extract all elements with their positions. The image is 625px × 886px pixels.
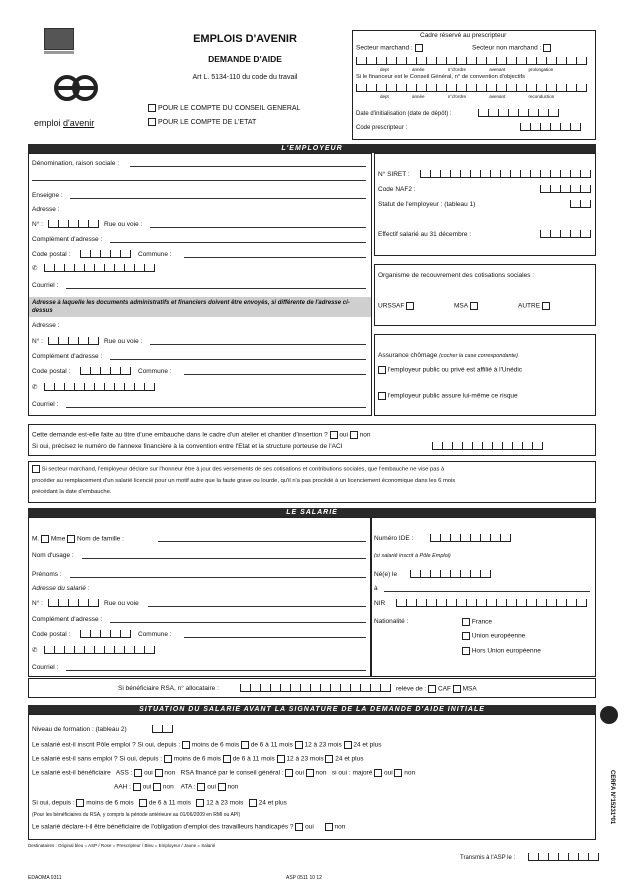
- rue-salarie-label: Rue ou voie: [104, 600, 139, 607]
- emplois-avenir-logo-icon: [53, 66, 99, 110]
- assurance-label: Assurance chômage (cocher la case correspondante): [378, 352, 518, 359]
- salarie-section-bar: LE SALARIÉ: [28, 508, 596, 517]
- rsa-cells[interactable]: [240, 684, 391, 692]
- num-label: N° :: [32, 221, 43, 228]
- naf-cells[interactable]: [540, 185, 591, 193]
- assurance-option-1[interactable]: l'employeur public ou privé est affilié à l'Unédic: [378, 366, 522, 375]
- sub-labels-row1: dept année n°d'ordre avenant prolongation: [380, 67, 554, 72]
- logo-text-avenir: d'avenir: [63, 118, 95, 128]
- checkbox-caf[interactable]: [428, 685, 436, 693]
- denomination-line[interactable]: [130, 166, 366, 167]
- checkbox-aah-non[interactable]: [153, 783, 161, 791]
- rue-salarie-line[interactable]: [148, 606, 366, 607]
- complement-salarie-label: Complément d'adresse :: [32, 616, 103, 623]
- tel-salarie-icon: ✆: [32, 647, 38, 654]
- checkbox-rsa-non[interactable]: [306, 769, 314, 777]
- form-subtitle: DEMANDE D'AIDE: [208, 54, 282, 64]
- checkbox-conseil-general[interactable]: [148, 104, 156, 112]
- checkbox-assurance-unedic[interactable]: [378, 366, 386, 374]
- aci-box: [28, 424, 596, 456]
- checkbox-assurance-self[interactable]: [378, 392, 386, 400]
- depuis-row: Si oui, depuis : moins de 6 mois de 6 à 11 mois 12 à 23 mois 24 et plus: [32, 799, 287, 807]
- ide-label: Numéro IDE :: [374, 535, 414, 542]
- transmis-cells[interactable]: [528, 853, 599, 861]
- checkbox-aah-oui[interactable]: [133, 783, 141, 791]
- rsa-label: Si bénéficiaire RSA, n° allocataire :: [118, 685, 219, 692]
- reserved-title: Cadre réservé au prescripteur: [420, 32, 507, 39]
- commune-line[interactable]: [184, 257, 366, 258]
- nom-usage-label: Nom d'usage :: [32, 552, 74, 559]
- code-prescripteur-cells[interactable]: [520, 123, 581, 131]
- ne-le-cells[interactable]: [410, 570, 491, 578]
- declaration-line-2: procéder au remplacement d'un salarié licencié pour un motif autre que la faute grave ou lourde, qu'il n'a pas procédé à un licenciement économique dans les 6 mois: [32, 478, 456, 484]
- naf-label: Code NAF2 :: [378, 186, 416, 193]
- denomination-label: Dénomination, raison sociale :: [32, 160, 120, 167]
- rsa-releve-row: relève de : CAF MSA: [396, 685, 477, 693]
- transmis-label: Transmis à l'ASP le :: [460, 855, 516, 861]
- convention-number-cells[interactable]: [356, 57, 587, 65]
- adresse-docs-label: Adresse à laquelle les documents administratifs et financiers doivent être envoyés, si différente de l'adresse ci-dessus: [32, 300, 350, 314]
- sub-labels-row2: dept année n°d'ordre avenant reconduction: [380, 94, 555, 99]
- checkbox-secteur-marchand[interactable]: [415, 44, 423, 52]
- nationalite-label: Nationalité :: [374, 618, 409, 625]
- checkbox-rsa-oui[interactable]: [285, 769, 293, 777]
- checkbox-secteur-non-marchand[interactable]: [543, 44, 551, 52]
- nir-cells[interactable]: [396, 599, 587, 607]
- ministry-logo-caption: [44, 51, 74, 54]
- prenoms-label: Prénoms :: [32, 571, 62, 578]
- nom-famille-line[interactable]: [158, 541, 366, 542]
- checkbox-pole-3[interactable]: [295, 741, 303, 749]
- checkbox-ass-oui[interactable]: [134, 769, 142, 777]
- checkbox-nat-france[interactable]: [462, 618, 470, 626]
- courriel2-line[interactable]: [66, 407, 366, 408]
- courriel-line[interactable]: [66, 288, 366, 289]
- ne-le-label: Né(e) le: [374, 571, 398, 578]
- financeur-label: Si le financeur est le Conseil Général, n° de convention d'objectifs: [356, 74, 526, 80]
- checkbox-depuis-1[interactable]: [76, 799, 84, 807]
- asp-ref: ASP 0511 10 12: [286, 875, 322, 881]
- checkbox-declaration[interactable]: [32, 465, 40, 473]
- checkbox-mme[interactable]: [67, 535, 75, 543]
- checkbox-aci-oui[interactable]: [330, 431, 338, 439]
- checkbox-autre[interactable]: [542, 302, 550, 310]
- tel-salarie-cells[interactable]: [44, 646, 155, 654]
- adresse-label: Adresse :: [32, 206, 60, 213]
- num2-cells[interactable]: [48, 337, 99, 345]
- commune2-line[interactable]: [184, 374, 366, 375]
- checkbox-m[interactable]: [41, 535, 49, 543]
- checkbox-depuis-3[interactable]: [196, 799, 204, 807]
- rue2-line[interactable]: [150, 344, 366, 345]
- checkbox-sans-2[interactable]: [223, 755, 231, 763]
- checkbox-sans-3[interactable]: [277, 755, 285, 763]
- handicap-row: Le salarié déclare-t-il être bénéficiaire de l'obligation d'emploi des travailleurs handicapés ? oui non: [32, 823, 346, 831]
- form-title: EMPLOIS D'AVENIR: [193, 33, 297, 45]
- tel-cells[interactable]: [44, 264, 155, 272]
- checkbox-nat-hors-ue[interactable]: [462, 647, 470, 655]
- destinataires-note: Destinataires : Original bleu = ASP / Rose = Prescripteur / Bleu = Employeur / Jaune = Salarié: [28, 843, 216, 848]
- niveau-cells[interactable]: [152, 725, 173, 733]
- code-postal-label: Code postal :: [32, 251, 71, 258]
- secteur-non-marchand-label: Secteur non marchand :: [472, 44, 551, 53]
- date-init-label: Date d'initialisation (date de dépôt) :: [356, 111, 452, 117]
- courriel-label: Courriel :: [32, 282, 59, 289]
- siret-cells[interactable]: [420, 170, 591, 178]
- checkbox-sans-4[interactable]: [325, 755, 333, 763]
- checkbox-etat[interactable]: [148, 118, 156, 126]
- commune-salarie-line[interactable]: [184, 637, 366, 638]
- autre-option[interactable]: AUTRE: [518, 302, 550, 311]
- checkbox-depuis-2[interactable]: [139, 799, 147, 807]
- secteur-marchand-label: Secteur marchand :: [356, 44, 423, 53]
- employeur-left-box: [28, 153, 372, 416]
- checkbox-handicap-oui[interactable]: [295, 823, 303, 831]
- niveau-label: Niveau de formation : (tableau 2): [32, 726, 127, 733]
- logo-text-emploi: emploi: [34, 118, 61, 128]
- nom-usage-line[interactable]: [82, 558, 366, 559]
- rsa-note: (Pour les bénéficiaires du RSA, y compris la période antérieure au 01/06/2009 en RMI ou API): [32, 812, 241, 818]
- checkbox-rsa-msa[interactable]: [453, 685, 461, 693]
- num-salarie-cells[interactable]: [48, 599, 99, 607]
- employeur-right-box-3: [374, 334, 596, 416]
- aci-question: Cette demande est-elle faite au titre d'une embauche dans le cadre d'un atelier et chantier d'insertion ? oui non: [32, 431, 371, 439]
- checkbox-nat-ue[interactable]: [462, 632, 470, 640]
- check-etat-label: POUR LE COMPTE DE L'ETAT: [157, 118, 257, 126]
- organisme-label: Organisme de recouvrement des cotisations sociales :: [378, 272, 535, 279]
- enseigne-line[interactable]: [70, 198, 366, 199]
- num-salarie-label: N° :: [32, 600, 43, 607]
- ide-note: (si salarié inscrit à Pôle Emploi): [374, 553, 451, 559]
- sans-emploi-row: Le salarié est-il sans emploi ? Si oui, depuis : moins de 6 mois de 6 à 11 mois 12 à 23 mois 24 et plus: [32, 755, 364, 763]
- check-conseil-general[interactable]: [148, 104, 300, 113]
- cerfa-logo: [600, 706, 618, 724]
- siret-label: N° SIRET :: [378, 171, 410, 178]
- prenoms-line[interactable]: [70, 577, 366, 578]
- cp-salarie-cells[interactable]: [80, 630, 131, 638]
- checkbox-pole-4[interactable]: [344, 741, 352, 749]
- aci-annexe-cells[interactable]: [432, 442, 543, 450]
- tel2-cells[interactable]: [44, 383, 155, 391]
- checkbox-pole-2[interactable]: [241, 741, 249, 749]
- cerfa-number: CERFA N°15231*01: [609, 770, 615, 825]
- enseigne-label: Enseigne :: [32, 192, 63, 199]
- commune-salarie-label: Commune :: [138, 631, 172, 638]
- complement-line[interactable]: [110, 242, 366, 243]
- checkbox-ata-oui[interactable]: [197, 783, 205, 791]
- pole-emploi-row: Le salarié est-il inscrit Pôle emploi ? Si oui, depuis : moins de 6 mois de 6 à 11 mois 12 à 23 mois 24 et plus: [32, 741, 382, 749]
- lieu-naissance-label: à: [374, 585, 378, 592]
- complement-salarie-line[interactable]: [110, 622, 366, 623]
- form-id: EDAOMA 0311: [28, 875, 62, 881]
- code-postal-cells[interactable]: [80, 250, 131, 258]
- adresse-salarie-label: Adresse du salarié :: [32, 585, 90, 592]
- cp-salarie-label: Code postal :: [32, 631, 71, 638]
- effectif-label: Effectif salarié au 31 décembre :: [378, 231, 472, 238]
- ministry-logo: [44, 28, 74, 50]
- denomination-line-2[interactable]: [32, 180, 366, 181]
- civilite-row: M. Mme Nom de famille :: [32, 535, 124, 543]
- checkbox-msa[interactable]: [470, 302, 478, 310]
- effectif-cells[interactable]: [540, 230, 591, 238]
- objectifs-number-cells[interactable]: [356, 84, 587, 92]
- nat-france-option[interactable]: France: [462, 618, 492, 627]
- adresse2-label: Adresse :: [32, 322, 60, 329]
- checkbox-ata-non[interactable]: [218, 783, 226, 791]
- courriel-salarie-line[interactable]: [66, 670, 366, 671]
- checkbox-ass-non[interactable]: [155, 769, 163, 777]
- date-init-cells[interactable]: [478, 109, 559, 117]
- code-postal2-label: Code postal :: [32, 368, 71, 375]
- nat-hors-ue-option[interactable]: Hors Union européenne: [462, 647, 541, 656]
- employeur-section-bar: L'EMPLOYEUR: [28, 144, 596, 153]
- urssaf-option[interactable]: URSSAF: [378, 302, 414, 311]
- lieu-naissance-line[interactable]: [384, 591, 590, 592]
- checkbox-aci-non[interactable]: [350, 431, 358, 439]
- courriel2-label: Courriel :: [32, 401, 59, 408]
- checkbox-urssaf[interactable]: [406, 302, 414, 310]
- courriel-salarie-label: Courriel :: [32, 664, 59, 671]
- nir-label: NIR: [374, 600, 386, 607]
- aah-ata-row: AAH : oui non ATA : oui non: [114, 783, 239, 791]
- checkbox-majore-oui[interactable]: [374, 769, 382, 777]
- msa-option[interactable]: MSA: [454, 302, 478, 311]
- beneficiaire-row: Le salarié est-il bénéficiaire ASS : oui non RSA financé par le conseil général : oui non si oui : majoré oui non: [32, 769, 416, 777]
- complement2-label: Complément d'adresse :: [32, 353, 103, 360]
- tel-icon: ✆: [32, 265, 38, 272]
- checkbox-depuis-4[interactable]: [249, 799, 257, 807]
- rue-label: Rue ou voie :: [104, 221, 143, 228]
- num-cells[interactable]: [48, 220, 99, 228]
- code-prescripteur-label: Code prescripteur :: [356, 125, 408, 131]
- commune-label: Commune :: [138, 251, 172, 258]
- statut-cells[interactable]: [570, 200, 591, 208]
- form-article: Art L. 5134-110 du code du travail: [192, 74, 298, 81]
- check-conseil-label: POUR LE COMPTE DU CONSEIL GENERAL: [157, 104, 301, 112]
- commune2-label: Commune :: [138, 368, 172, 375]
- aci-si-oui: Si oui, précisez le numéro de l'annexe financière à la convention entre l'Etat et la structure porteuse de l'ACI: [32, 443, 343, 450]
- declaration-line-3: précédant la date d'embauche.: [32, 489, 112, 495]
- logo-wordmark: [34, 118, 94, 128]
- rue-line[interactable]: [150, 227, 366, 228]
- checkbox-handicap-non[interactable]: [325, 823, 333, 831]
- checkbox-majore-non[interactable]: [394, 769, 402, 777]
- checkbox-sans-1[interactable]: [164, 755, 172, 763]
- tel2-icon: ✆: [32, 384, 38, 391]
- complement2-line[interactable]: [110, 359, 366, 360]
- num2-label: N° :: [32, 338, 43, 345]
- statut-label: Statut de l'employeur : (tableau 1): [378, 201, 476, 208]
- ide-cells[interactable]: [430, 534, 511, 542]
- rue2-label: Rue ou voie :: [104, 338, 143, 345]
- code-postal2-cells[interactable]: [80, 367, 131, 375]
- checkbox-pole-1[interactable]: [182, 741, 190, 749]
- assurance-option-2[interactable]: l'employeur public assure lui-même ce risque: [378, 392, 518, 401]
- situation-section-bar: SITUATION DU SALARIÉ AVANT LA SIGNATURE DE LA DEMANDE D'AIDE INITIALE: [28, 705, 596, 714]
- complement-label: Complément d'adresse :: [32, 236, 103, 243]
- nat-ue-option[interactable]: Union européenne: [462, 632, 525, 641]
- declaration-line-1: Si secteur marchand, l'employeur déclare sur l'honneur être à jour des versements de ses cotisations et contributions sociales, que l'embauche ne vise pas à: [32, 465, 444, 474]
- check-etat[interactable]: [148, 118, 256, 127]
